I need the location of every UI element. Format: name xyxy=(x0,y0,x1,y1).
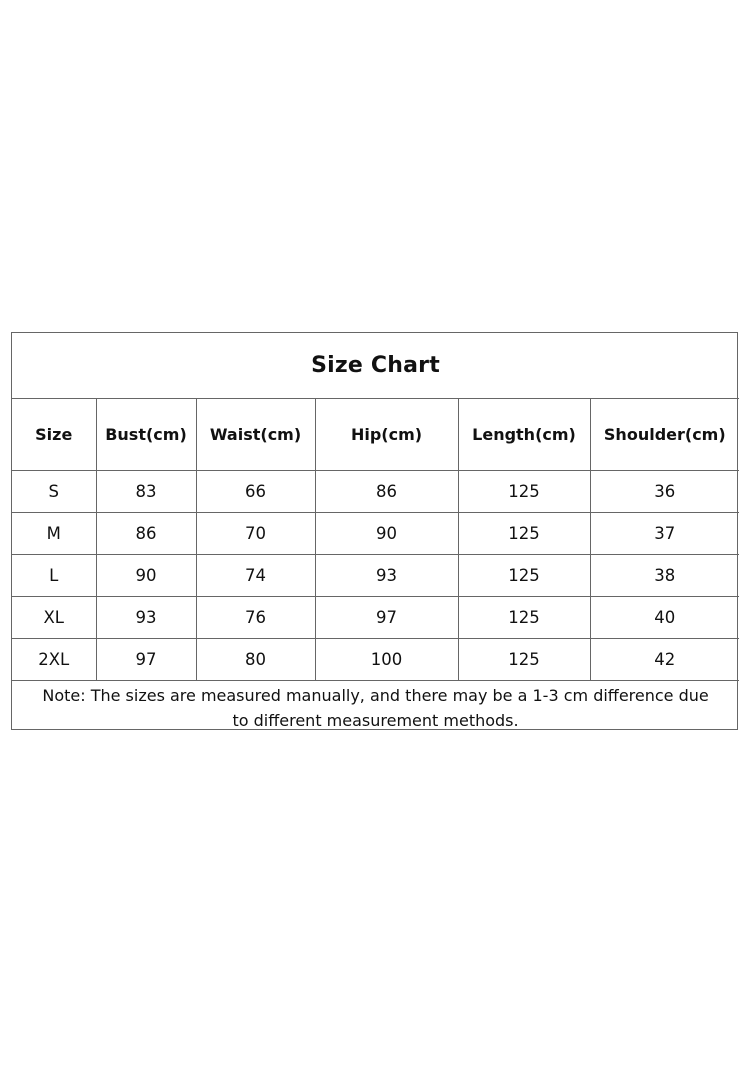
cell-length: 125 xyxy=(458,597,590,639)
chart-title: Size Chart xyxy=(12,333,739,399)
cell-length: 125 xyxy=(458,555,590,597)
column-header-length: Length(cm) xyxy=(458,399,590,471)
size-table xyxy=(12,333,739,734)
cell-waist: 80 xyxy=(196,639,315,681)
table-row xyxy=(12,513,739,555)
cell-bust: 97 xyxy=(96,639,196,681)
cell-size: L xyxy=(12,555,96,597)
cell-hip: 97 xyxy=(315,597,458,639)
column-header-size: Size xyxy=(12,399,96,471)
cell-shoulder: 38 xyxy=(590,555,739,597)
cell-shoulder: 36 xyxy=(590,471,739,513)
cell-length: 125 xyxy=(458,513,590,555)
table-row xyxy=(12,639,739,681)
size-chart xyxy=(11,332,738,730)
column-header-shoulder: Shoulder(cm) xyxy=(590,399,739,471)
measurement-note: Note: The sizes are measured manually, and there may be a 1-3 cm difference due to different measurement methods. xyxy=(12,681,739,735)
cell-hip: 93 xyxy=(315,555,458,597)
cell-waist: 66 xyxy=(196,471,315,513)
table-row xyxy=(12,597,739,639)
column-header-bust: Bust(cm) xyxy=(96,399,196,471)
cell-length: 125 xyxy=(458,471,590,513)
cell-waist: 76 xyxy=(196,597,315,639)
cell-size: M xyxy=(12,513,96,555)
cell-shoulder: 37 xyxy=(590,513,739,555)
cell-bust: 83 xyxy=(96,471,196,513)
cell-waist: 70 xyxy=(196,513,315,555)
cell-size: XL xyxy=(12,597,96,639)
column-header-waist: Waist(cm) xyxy=(196,399,315,471)
cell-length: 125 xyxy=(458,639,590,681)
cell-hip: 90 xyxy=(315,513,458,555)
cell-shoulder: 40 xyxy=(590,597,739,639)
cell-size: S xyxy=(12,471,96,513)
cell-bust: 90 xyxy=(96,555,196,597)
cell-hip: 100 xyxy=(315,639,458,681)
cell-waist: 74 xyxy=(196,555,315,597)
cell-shoulder: 42 xyxy=(590,639,739,681)
cell-bust: 86 xyxy=(96,513,196,555)
cell-hip: 86 xyxy=(315,471,458,513)
column-header-hip: Hip(cm) xyxy=(315,399,458,471)
cell-bust: 93 xyxy=(96,597,196,639)
header-row xyxy=(12,399,739,471)
cell-size: 2XL xyxy=(12,639,96,681)
table-row xyxy=(12,471,739,513)
table-row xyxy=(12,555,739,597)
